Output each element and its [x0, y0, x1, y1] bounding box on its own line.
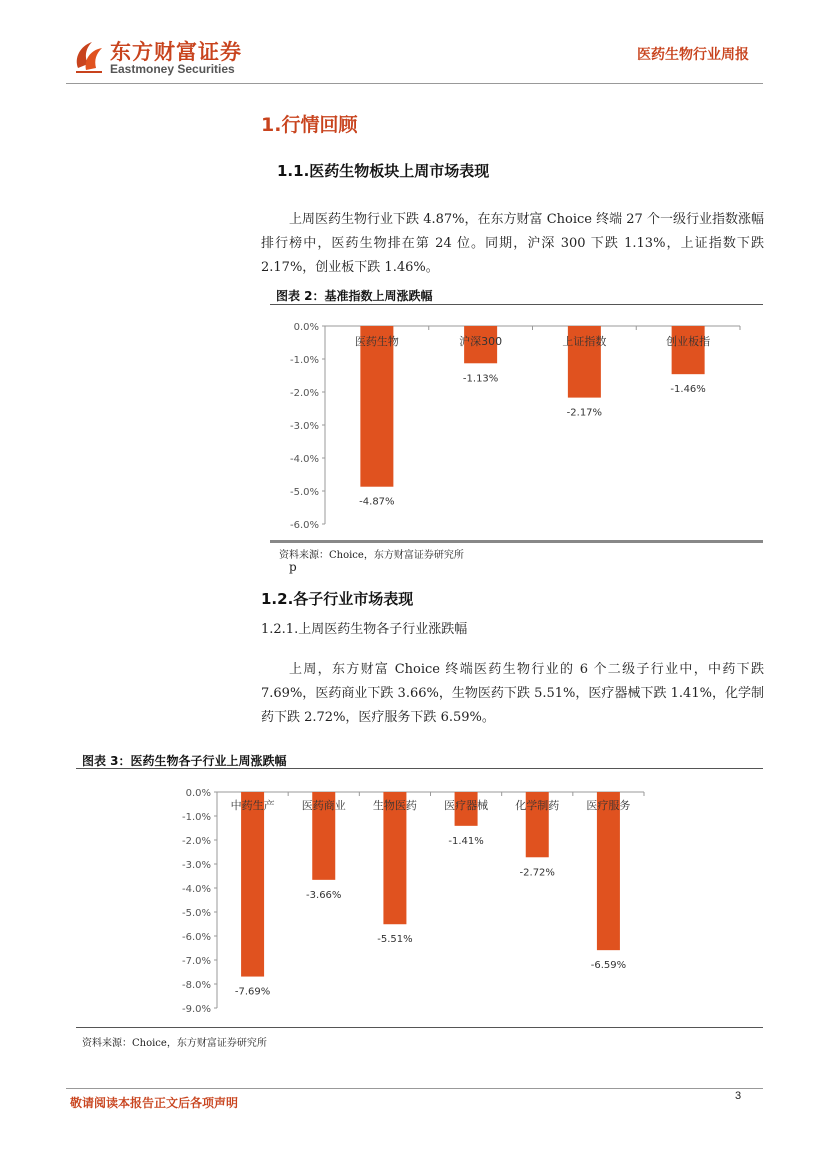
page-number: 3 — [735, 1090, 742, 1102]
data-label: -1.46% — [670, 384, 706, 396]
figure-title: 图表 2：基准指数上周涨跌幅 — [276, 289, 433, 303]
category-label: 上证指数 — [562, 335, 607, 348]
bar — [241, 792, 264, 977]
y-tick-label: 0.0% — [185, 788, 211, 799]
benchmark-index-bar-chart — [270, 310, 764, 540]
y-tick-label: -2.0% — [181, 836, 211, 847]
y-tick-label: -1.0% — [181, 812, 211, 823]
y-tick-label: -5.0% — [289, 487, 319, 498]
y-tick-label: -3.0% — [289, 421, 319, 432]
data-label: -5.51% — [377, 934, 413, 946]
data-label: -7.69% — [234, 986, 271, 998]
company-name-en: Eastmoney Securities — [110, 62, 235, 76]
category-label: 生物医药 — [372, 799, 417, 812]
data-label: -2.17% — [566, 407, 603, 419]
y-tick-label: -1.0% — [289, 355, 319, 366]
sub-subsection-heading: 1.2.1.上周医药生物各子行业涨跌幅 — [261, 622, 468, 637]
bar — [360, 326, 393, 487]
data-label: -3.66% — [306, 889, 342, 901]
category-label: 医疗服务 — [586, 799, 631, 812]
subsection-heading: 1.1.医药生物板块上周市场表现 — [277, 162, 490, 180]
data-label: -1.13% — [462, 373, 499, 385]
category-label: 中药生产 — [230, 799, 275, 812]
y-tick-label: -3.0% — [181, 860, 211, 871]
y-tick-label: -8.0% — [181, 980, 211, 991]
figure-title: 图表 3：医药生物各子行业上周涨跌幅 — [82, 754, 287, 768]
eastmoney-logo-icon — [72, 38, 106, 74]
figure-top-rule — [270, 304, 763, 305]
figure-source: 资料来源：Choice，东方财富证券研究所 — [82, 1038, 267, 1049]
data-label: -6.59% — [590, 960, 627, 972]
bar — [672, 326, 705, 374]
header-divider — [66, 83, 763, 84]
figure-source: 资料来源：Choice，东方财富证券研究所 — [279, 550, 464, 561]
category-label: 医疗器械 — [444, 799, 489, 812]
category-label: 沪深300 — [459, 335, 503, 348]
y-tick-label: -5.0% — [181, 908, 211, 919]
data-label: -2.72% — [519, 867, 555, 879]
report-title: 医药生物行业周报 — [637, 47, 749, 63]
y-tick-label: -7.0% — [181, 956, 211, 967]
figure-top-rule — [76, 768, 763, 769]
footer-disclaimer: 敬请阅读本报告正文后各项声明 — [70, 1096, 239, 1110]
y-tick-label: -6.0% — [289, 520, 319, 531]
category-label: 化学制药 — [515, 799, 560, 812]
figure-bottom-rule — [270, 540, 763, 543]
category-label: 医药商业 — [301, 799, 346, 812]
section-heading: 1.行情回顾 — [261, 114, 358, 136]
data-label: -1.41% — [448, 835, 484, 847]
body-paragraph: 上周医药生物行业下跌 4.87%，在东方财富 Choice 终端 27 个一级行业指数涨幅排行榜中，医药生物排在第 24 位。同期，沪深 300 下跌 1.13%，上证指数下跌 2.17%，创业板下跌 1.46%。 — [261, 212, 764, 275]
category-label: 创业板指 — [666, 335, 711, 348]
y-tick-label: -6.0% — [181, 932, 211, 943]
subsection-heading: 1.2.各子行业市场表现 — [261, 590, 414, 608]
figure-bottom-rule — [76, 1027, 763, 1028]
category-label: 医药生物 — [354, 335, 399, 348]
body-paragraph: 上周，东方财富 Choice 终端医药生物行业的 6 个二级子行业中，中药下跌 7.69%，医药商业下跌 3.66%，生物医药下跌 5.51%，医疗器械下跌 1.41%，化学制药下跌 2.72%，医疗服务下跌 6.59%。 — [261, 662, 764, 725]
stray-text: p — [289, 560, 297, 574]
y-tick-label: -2.0% — [289, 388, 319, 399]
company-name-cn: 东方财富证券 — [110, 40, 242, 64]
y-tick-label: -4.0% — [289, 454, 319, 465]
y-tick-label: 0.0% — [293, 322, 319, 333]
footer-divider — [66, 1088, 763, 1089]
bar — [597, 792, 620, 950]
y-tick-label: -4.0% — [181, 884, 211, 895]
sub-industry-bar-chart — [160, 778, 680, 1018]
data-label: -4.87% — [359, 496, 395, 508]
y-tick-label: -9.0% — [181, 1004, 211, 1015]
